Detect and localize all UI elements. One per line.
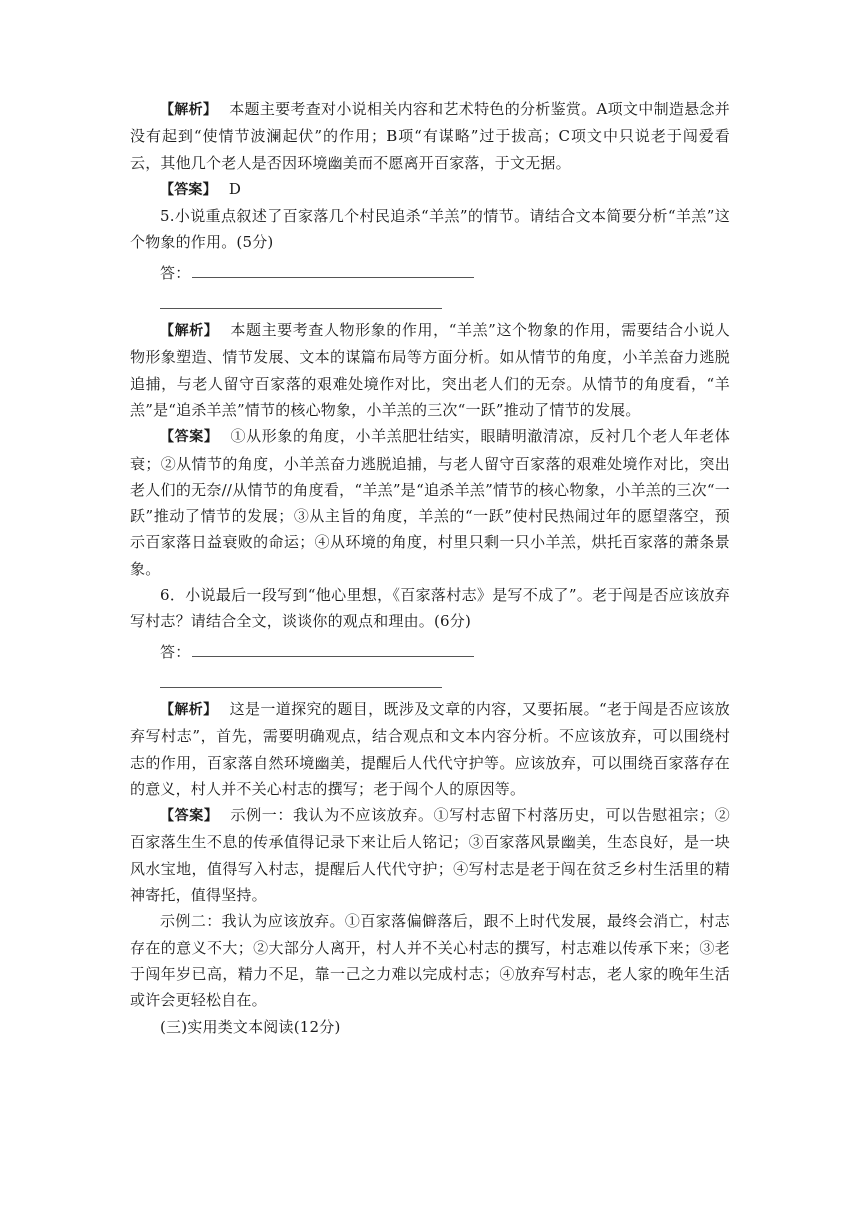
section-heading: (三)实用类文本阅读(12分) — [160, 1017, 341, 1036]
q6-analysis-text: 这是一道探究的题目，既涉及文章的内容，又要拓展。“老于闯是否应该放弃写村志”，首先，需要明确观点，结合观点和文本内容分析。不应该放弃，可以围绕村志的作用，百家落自然环境幽美，提醒后人代代守护等。应该放弃，可以围绕百家落存在的意义，村人并不关心村志的撰写；老于闯个人的原因等。 — [130, 699, 730, 798]
q5-question: 5.小说重点叙述了百家落几个村民追杀“羊羔”的情节。请结合文本简要分析“羊羔”这个物象的作用。(5分) — [130, 207, 730, 252]
q5-answer — [130, 423, 730, 582]
q6-answer-line-2[interactable] — [160, 665, 442, 688]
q4-analysis — [130, 96, 730, 176]
q6-answer — [130, 802, 730, 908]
answer-tag: 【答案】 — [160, 181, 217, 198]
q6-analysis — [130, 696, 730, 802]
analysis-tag: 【解析】 — [160, 102, 218, 118]
q5-answer-line-2[interactable] — [160, 286, 442, 309]
q5-answer-text: ①从形象的角度，小羊羔肥壮结实，眼睛明澈清凉，反衬几个老人年老体衰；②从情节的角度，小羊羔奋力逃脱追捕，与老人留守百家落的艰难处境作对比，突出老人们的无奈//从情节的角度看，“羊羔”是“追杀羊羔”情节的核心物象，小羊羔的三次“一跃”推动了情节的发展；③从主旨的角度，羊羔的“一跃”使村民热闹过年的愿望落空，预示百家落日益衰败的命运；④从环境的角度，村里只剩一只小羊羔，烘托百家落的萧条景象。 — [130, 427, 730, 578]
answer-tag: 【答案】 — [160, 808, 219, 825]
document-page — [130, 96, 730, 1040]
q6-answer-label: 答： — [160, 642, 191, 661]
q6-example-2: 示例二：我认为应该放弃。①百家落偏僻落后，跟不上时代发展，最终会消亡，村志存在的意义不大；②大部分人离开，村人并不关心村志的撰写，村志难以传承下来；③老于闯年岁已高，精力不足，靠一己之力难以完成村志；④放弃写村志，老人家的晚年生活或许会更轻松自在。 — [130, 912, 730, 1010]
q6-answer-text: 示例一：我认为不应该放弃。①写村志留下村落历史，可以告慰祖宗；②百家落生生不息的传承值得记录下来让后人铭记；③百家落风景幽美，生态良好，是一块风水宝地，值得写入村志，提醒后人代代守护；④写村志是老于闯在贫乏乡村生活里的精神寄托，值得坚持。 — [130, 806, 730, 905]
q5-answer-prompt — [130, 260, 730, 286]
q4-answer-text: D — [228, 179, 242, 198]
answer-tag: 【答案】 — [160, 429, 219, 446]
q5-answer-line-1[interactable] — [192, 261, 474, 278]
q6-answer-line-1[interactable] — [192, 640, 474, 657]
q6-answer-prompt — [130, 639, 730, 665]
analysis-tag: 【解析】 — [160, 701, 218, 718]
q5-answer-label: 答： — [160, 263, 191, 282]
q5-analysis — [130, 317, 730, 423]
analysis-tag: 【解析】 — [160, 323, 219, 340]
q6-question: 6．小说最后一段写到“他心里想，《百家落村志》是写不成了”。老于闯是否应该放弃写村志？请结合全文，谈谈你的观点和理由。(6分) — [130, 586, 730, 631]
q5-analysis-text: 本题主要考查人物形象的作用，“羊羔”这个物象的作用，需要结合小说人物形象塑造、情节发展、文本的谋篇布局等方面分析。如从情节的角度，小羊羔奋力逃脱追捕，与老人留守百家落的艰难处境作对比，突出老人们的无奈。从情节的角度看，“羊羔”是“追杀羊羔”情节的核心物象，小羊羔的三次“一跃”推动了情节的发展。 — [130, 321, 730, 419]
q4-answer — [130, 176, 730, 203]
q4-analysis-text: 本题主要考查对小说相关内容和艺术特色的分析鉴赏。A项文中制造悬念并没有起到“使情节波澜起伏”的作用；B项“有谋略”过于拔高；C项文中只说老于闯爱看云，其他几个老人是否因环境幽美而不愿离开百家落，于文无据。 — [130, 100, 730, 172]
